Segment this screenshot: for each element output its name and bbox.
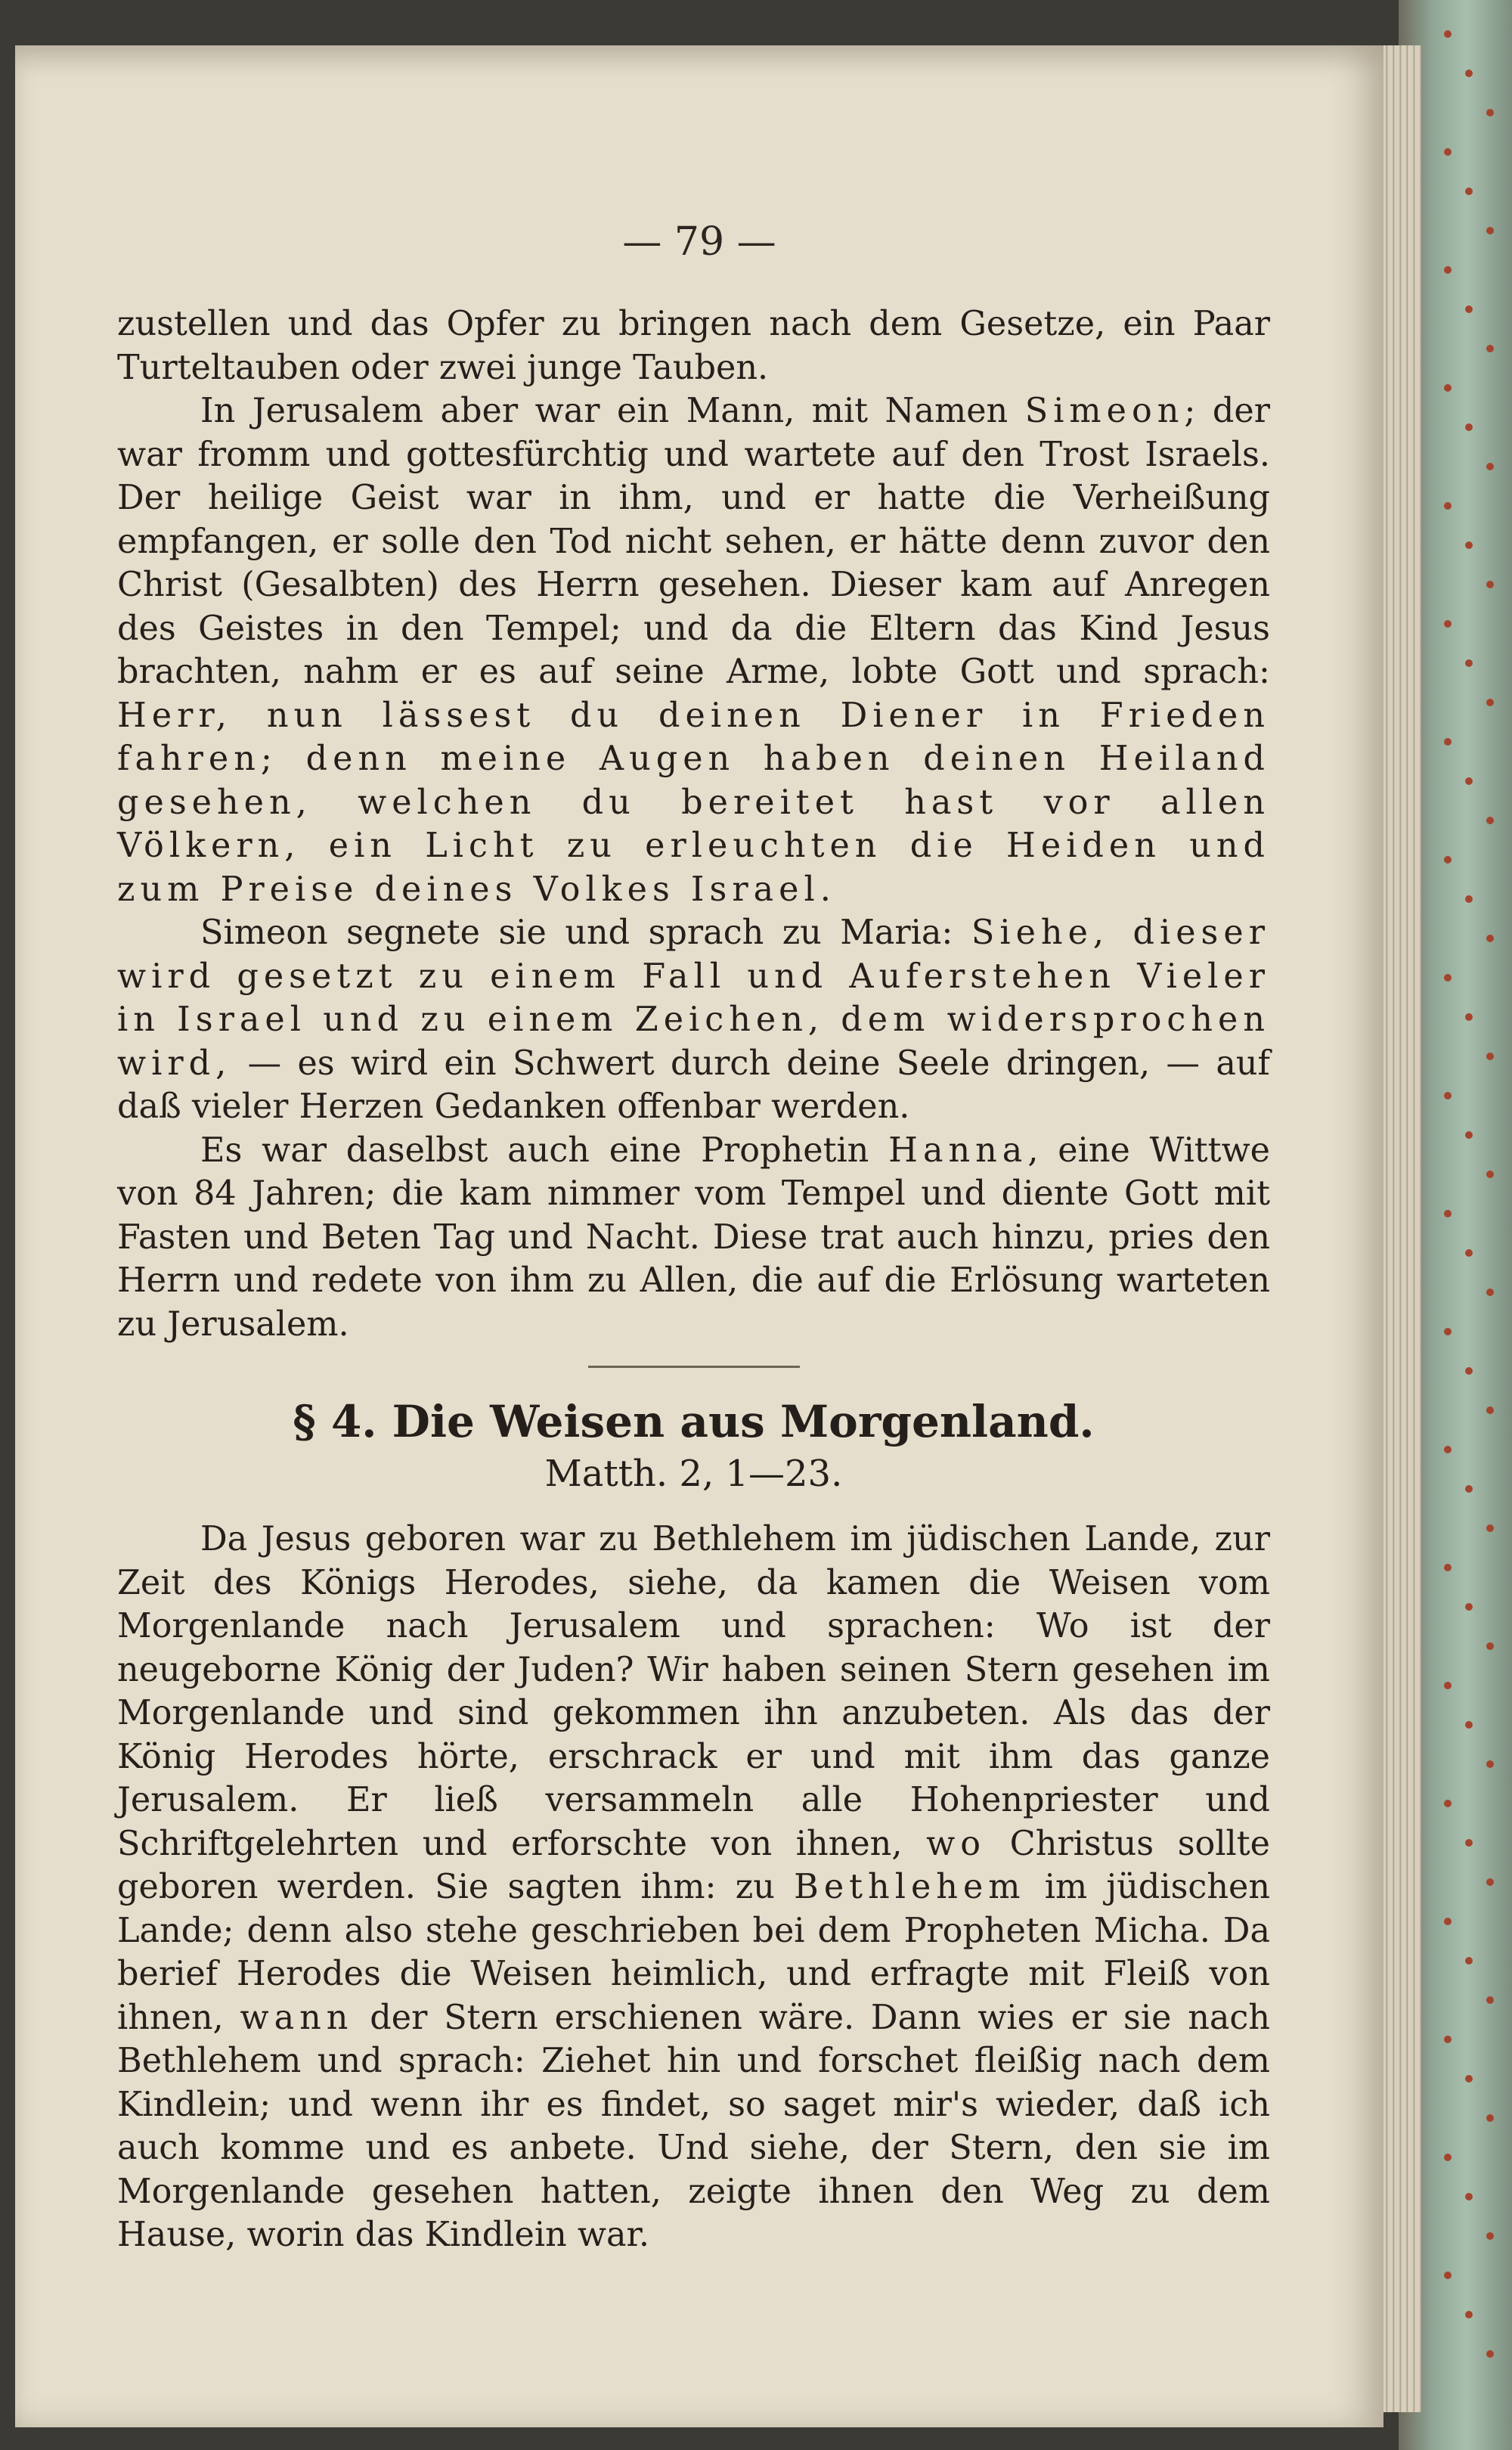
cover-dot [1465, 305, 1473, 313]
cover-dot [1444, 620, 1452, 628]
emphasized-text: Bethlehem [794, 1868, 1026, 1906]
cover-dot [1444, 148, 1452, 156]
emphasized-text: Hanna [888, 1130, 1028, 1170]
cover-dot [1486, 1878, 1494, 1886]
cover-dot [1465, 1249, 1473, 1257]
cover-dot [1444, 1918, 1452, 1925]
text-run: der Stern erschienen wäre. Dann wies er sie nach Bethlehem und sprach: Ziehet hin und forschet fleißig nach dem Kindlein; und wenn ihr es findet, so saget mir's wieder, daß ich auch komme und es anbete. Und siehe, der Stern, den sie im Morgenlande gesehen hatten, zeigte ihnen den Weg zu dem Hause, worin das Kindlein war. [117, 1998, 1270, 2254]
cover-dot [1444, 856, 1452, 864]
cover-dot [1465, 1013, 1473, 1021]
emphasized-text: wo [926, 1824, 987, 1863]
cover-dot [1465, 1839, 1473, 1847]
section-reference: Matth. 2, 1—23. [544, 1453, 843, 1495]
book-page [15, 45, 1383, 2427]
section-divider [588, 1366, 800, 1368]
cover-dot [1465, 2311, 1473, 2318]
text-run: In Jerusalem aber war ein Mann, mit Namen [200, 392, 1025, 430]
cover-dot [1465, 2193, 1473, 2200]
cover-dot [1444, 738, 1452, 746]
text-run: Christus sollte geboren werden. Sie sagten ihm: zu [117, 1824, 1271, 1906]
text-run: im jüdischen Lande; denn also stehe geschrieben bei dem Propheten Micha. Da berief Herodes die Weisen heimlich, und erfragte mit Fleiß von ihnen, [117, 1868, 1270, 2037]
cover-dot [1444, 384, 1452, 392]
cover-dot [1486, 1642, 1494, 1650]
paragraph [117, 1518, 1270, 2257]
cover-dot [1486, 699, 1494, 706]
passage-weisen [117, 1518, 1270, 2257]
cover-dot [1486, 1406, 1494, 1414]
cover-dot [1444, 1092, 1452, 1099]
text-run: Da Jesus geboren war zu Bethlehem im jüdischen Lande, zur Zeit des Königs Herodes, siehe, da kamen die Weisen vom Morgenlande nach Jerusalem und sprachen: Wo ist der neugeborne König der Juden? Wir haben seinen Stern gesehen im Morgenlande und sind gekommen ihn anzubeten. Als das der König Herodes hörte, erschrack er und mit ihm das ganze Jerusalem. Er ließ versammeln alle Hohenpriester und Schriftgelehrten und erforschte von ihnen, [117, 1520, 1270, 1863]
cover-dot [1486, 227, 1494, 234]
cover-dot [1444, 1328, 1452, 1335]
cover-dot [1465, 188, 1473, 195]
cover-dot [1444, 1446, 1452, 1453]
emphasized-text: Herr, nun lässest du deinen Diener in Frieden fahren; denn meine Augen haben deinen Heiland gesehen, welchen du bereitet hast vor allen Völkern, ein Licht zu erleuchten die Heiden und zum Preise deines Volkes Israel. [117, 696, 1270, 909]
cover-dot [1486, 1289, 1494, 1296]
cover-dot [1486, 817, 1494, 824]
paragraph [117, 389, 1270, 911]
cover-dot [1444, 30, 1452, 38]
cover-dot [1486, 1053, 1494, 1060]
cover-dot [1486, 1760, 1494, 1768]
passage-simeon-hanna [117, 302, 1270, 1346]
emphasized-text: Siehe, dieser wird gesetzt zu einem Fall und Auferstehen Vieler in Israel und zu einem Zeichen, dem widersprochen wird, [117, 913, 1270, 1083]
cover-dot [1444, 2272, 1452, 2279]
cover-dot [1486, 2114, 1494, 2122]
cover-dot [1444, 266, 1452, 274]
cover-dot [1486, 581, 1494, 588]
cover-dot [1444, 2154, 1452, 2161]
cover-dot [1465, 70, 1473, 77]
cover-dot [1465, 1367, 1473, 1375]
text-run: ; der war fromm und gottesfürchtig und wartete auf den Trost Israels. Der heilige Geist war in ihm, und er hatte die Verheißung empfangen, er solle den Tod nicht sehen, er hätte denn zuvor den Christ (Gesalbten) des Herrn gesehen. Dieser kam auf Anregen des Geistes in den Tempel; und da die Eltern das Kind Jesus brachten, nahm er es auf seine Arme, lobte Gott und sprach: [117, 392, 1271, 691]
text-run: , eine Wittwe von 84 Jahren; die kam nimmer vom Tempel und diente Gott mit Fasten und Beten Tag und Nacht. Diese trat auch hinzu, pries den Herrn und redete von ihm zu Allen, die auf die Erlösung warteten zu Jerusalem. [117, 1130, 1270, 1344]
cover-dot [1465, 659, 1473, 667]
text-run: Es war daselbst auch eine Prophetin [200, 1130, 889, 1170]
cover-dot [1444, 974, 1452, 982]
cover-dot [1486, 1996, 1494, 2004]
cover-dot [1486, 1524, 1494, 1532]
cover-dot [1465, 777, 1473, 785]
cover-dot [1465, 1485, 1473, 1493]
emphasized-text: Simeon [1024, 392, 1185, 430]
cover-dot [1486, 463, 1494, 470]
paragraph [117, 302, 1270, 389]
text-run: zustellen und das Opfer zu bringen nach dem Gesetze, ein Paar Turteltauben oder zwei junge Tauben. [117, 305, 1270, 387]
cover-dot [1486, 1171, 1494, 1178]
cover-dot [1465, 1131, 1473, 1139]
paragraph [117, 1129, 1270, 1347]
cover-dot [1444, 1682, 1452, 1689]
cover-dot [1486, 109, 1494, 116]
cover-dot [1444, 1800, 1452, 1807]
cover-dot [1486, 2232, 1494, 2240]
text-block [117, 302, 1270, 2257]
cover-dot [1486, 2350, 1494, 2358]
cover-dot [1486, 935, 1494, 942]
section-heading: § 4. Die Weisen aus Morgenland. [293, 1396, 1095, 1447]
paragraph [117, 911, 1270, 1129]
cover-dot [1465, 1603, 1473, 1611]
cover-dot [1444, 502, 1452, 510]
cover-dot [1444, 1564, 1452, 1571]
cover-dot [1465, 423, 1473, 431]
cover-dot [1444, 2036, 1452, 2043]
cover-dot [1486, 345, 1494, 352]
text-run: Simeon segnete sie und sprach zu Maria: [200, 913, 971, 952]
cover-dot [1444, 1210, 1452, 1217]
page-number: — 79 — [622, 219, 776, 265]
cover-dot [1465, 2075, 1473, 2082]
text-run: — es wird ein Schwert durch deine Seele dringen, — auf daß vieler Herzen Gedanken offenbar werden. [117, 1044, 1270, 1126]
cover-dot [1465, 895, 1473, 903]
cover-dot [1465, 541, 1473, 549]
cover-dot [1465, 1721, 1473, 1729]
emphasized-text: wann [240, 1998, 354, 2037]
cover-dot [1465, 1957, 1473, 1965]
